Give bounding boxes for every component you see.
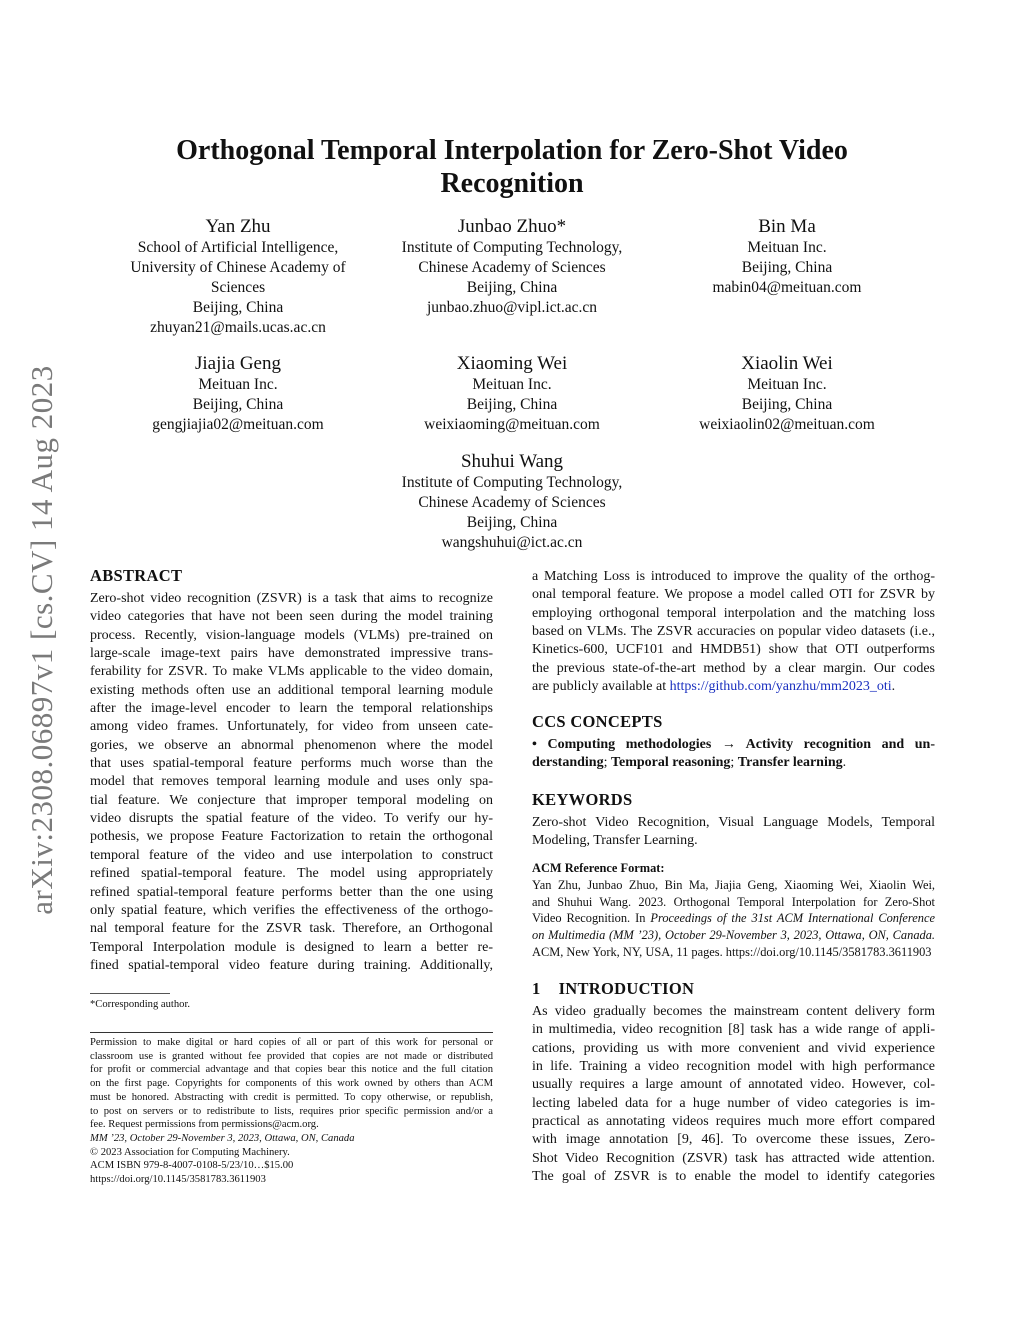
text-line: temporal feature of the video and use interpolation to construct <box>90 847 493 863</box>
acm-reference-section <box>532 860 935 961</box>
permission-block <box>90 1036 493 1187</box>
text-segment: derstanding <box>532 755 604 771</box>
author-affiliation-line: Chinese Academy of Sciences <box>418 259 606 276</box>
text-line: refined spatial-temporal feature. The model using appropriately <box>90 866 493 882</box>
author-block <box>362 451 662 553</box>
introduction-heading <box>532 978 935 1000</box>
text-line: Yan Zhu, Junbao Zhuo, Bin Ma, Jiajia Geng, Xiaoming Wei, Xiaolin Wei, <box>532 877 935 892</box>
text-line: for profit or commercial advantage and that copies bear this notice and the full citation <box>90 1064 493 1076</box>
author-block <box>362 353 662 435</box>
introduction-section <box>532 978 935 1186</box>
ccs-heading: CCS CONCEPTS <box>532 712 663 731</box>
text-line: in life. Training a video recognition model with high performance <box>532 1059 935 1075</box>
arxiv-identifier: arXiv:2308.06897v1 [cs.CV] 14 Aug 2023 <box>24 365 59 915</box>
author-block <box>88 353 388 435</box>
text-line: video disrupts the spatial feature of the video. To verify our hy- <box>90 811 493 827</box>
text-line <box>532 678 935 696</box>
keywords-heading: KEYWORDS <box>532 790 633 809</box>
text-segment: Video Recognition. In <box>532 911 651 926</box>
text-line: only spatial feature, which verifies the effectiveness of the orthogo- <box>90 902 493 918</box>
text-line: based on VLMs. The ZSVR accuracies on popular video datasets (i.e., <box>532 624 935 640</box>
text-segment: Transfer learning <box>737 755 843 771</box>
text-line: tial feature. We conjecture that improper temporal modeling on <box>90 792 493 808</box>
author-name: Xiaoming Wei <box>456 353 568 374</box>
text-segment: Proceedings of the 31st ACM International Conference <box>650 911 935 926</box>
author-name: Shuhui Wang <box>460 451 564 472</box>
author-block <box>88 216 388 338</box>
text-line: classroom use is granted without fee provided that copies are not made or distributed <box>90 1050 493 1062</box>
acm-reference-heading: ACM Reference Format: <box>532 861 665 875</box>
text-line: Zero-shot video recognition (ZSVR) is a task that aims to recognize <box>90 591 493 606</box>
ccs-body <box>532 736 935 773</box>
text-line: to post on servers or to redistribute to lists, requires prior specific permission and/or a <box>90 1105 493 1117</box>
author-affiliation-line: weixiaolin02@meituan.com <box>699 416 875 433</box>
keywords-body <box>532 814 935 851</box>
abstract-continued <box>532 568 935 696</box>
text-line: with image annotation [9, 46]. To overcome these issues, Zero- <box>532 1132 935 1148</box>
author-affiliation-line: Beijing, China <box>741 396 833 413</box>
author-affiliation-line: gengjiajia02@meituan.com <box>152 416 324 433</box>
text-line <box>532 927 935 944</box>
text-line: Shot Video Recognition (ZSVR) task has attracted wide attention. <box>532 1150 935 1166</box>
author-affiliation-line: Meituan Inc. <box>747 376 827 393</box>
author-affiliation-line: Institute of Computing Technology, <box>401 474 623 491</box>
keywords-section <box>532 789 935 851</box>
text-segment: ; <box>730 755 738 771</box>
text-line <box>532 910 935 927</box>
text-line: pothesis, we propose Feature Factorization to retain the orthogonal <box>90 829 493 845</box>
text-line: must be honored. Abstracting with credit is permitted. To copy otherwise, or republish, <box>90 1091 493 1103</box>
author-affiliation-line: wangshuhui@ict.ac.cn <box>441 534 583 551</box>
author-affiliation-line: Beijing, China <box>466 514 558 531</box>
text-line: Modeling, Transfer Learning. <box>532 833 698 849</box>
section-number: 1 <box>532 979 541 998</box>
author-affiliation-line: Beijing, China <box>466 279 558 296</box>
acm-reference-body <box>532 877 935 961</box>
author-affiliation-line: Meituan Inc. <box>198 376 278 393</box>
author-affiliation-line: Beijing, China <box>741 259 833 276</box>
author-name: Bin Ma <box>758 216 816 237</box>
copyright: © 2023 Association for Computing Machinery. <box>90 1146 290 1158</box>
text-line: lecting labeled data for a huge number of video categories is im- <box>532 1095 935 1111</box>
abstract-continued-body <box>532 568 935 696</box>
author-name: Xiaolin Wei <box>741 353 833 374</box>
text-line: nal temporal feature for the ZSVR task. Therefore, an Orthogonal <box>90 921 493 937</box>
permission-rule <box>90 1032 493 1033</box>
abstract-body <box>90 590 493 975</box>
author-affiliation-line: Chinese Academy of Sciences <box>418 494 606 511</box>
title-line: Recognition <box>440 168 584 199</box>
text-line <box>532 736 935 754</box>
code-link[interactable]: https://github.com/yanzhu/mm2023_oti <box>669 679 892 695</box>
text-line: Permission to make digital or hard copies of all or part of this work for personal or <box>90 1037 493 1048</box>
text-line: among video frames. Unfortunately, for video from unseen cate- <box>90 719 493 735</box>
author-affiliation-line: Institute of Computing Technology, <box>401 239 623 256</box>
text-segment: . <box>891 679 896 695</box>
text-segment: are publicly available at <box>532 679 670 695</box>
text-line: and Shuhui Wang. 2023. Orthogonal Temporal Interpolation for Zero-Shot <box>532 894 935 909</box>
text-line: a Matching Loss is introduced to improve the quality of the orthog- <box>532 569 935 584</box>
text-line: cations, providing us with more convenient and vivid experience <box>532 1040 935 1056</box>
author-name: Junbao Zhuo* <box>457 216 567 237</box>
conference-info: MM ’23, October 29-November 3, 2023, Ottawa, ON, Canada <box>90 1132 355 1144</box>
text-line: The goal of ZSVR is to enable the model to identify categories <box>532 1169 935 1185</box>
text-line: employing orthogonal temporal interpolation and the matching loss <box>532 605 935 621</box>
text-line: video categories that have not been seen during the model training <box>90 609 493 625</box>
author-block <box>362 216 662 318</box>
abstract-section <box>90 565 493 975</box>
author-affiliation-line: zhuyan21@mails.ucas.ac.cn <box>150 319 326 336</box>
text-segment: ; <box>603 755 611 771</box>
introduction-body <box>532 1003 935 1186</box>
text-line: process. Recently, vision-language models (VLMs) pre-trained on <box>90 627 493 643</box>
text-line: ferability for ZSVR. To make VLMs applicable to the video domain, <box>90 664 493 680</box>
author-affiliation-line: School of Artificial Intelligence, <box>137 239 339 256</box>
abstract-heading: ABSTRACT <box>90 566 183 585</box>
text-line <box>532 754 935 772</box>
text-line: refined spatial-temporal feature performs better than the one using <box>90 884 493 900</box>
author-affiliation-line: weixiaoming@meituan.com <box>424 416 600 433</box>
text-line: Zero-shot Video Recognition, Visual Language Models, Temporal <box>532 815 935 830</box>
text-line: existing methods often use an additional temporal learning module <box>90 682 493 698</box>
text-segment: . <box>842 755 847 771</box>
doi: https://doi.org/10.1145/3581783.3611903 <box>90 1174 266 1186</box>
text-line: the previous state-of-the-art method by a clear margin. Our codes <box>532 660 935 676</box>
author-affiliation-line: Beijing, China <box>192 396 284 413</box>
text-segment: on Multimedia (MM ’23), October 29-November 3, 2023, Ottawa, ON, Canada. <box>532 928 935 943</box>
text-line: on the first page. Copyrights for components of this work owned by others than ACM <box>90 1078 493 1090</box>
author-affiliation-line: Beijing, China <box>192 299 284 316</box>
author-block <box>637 353 937 435</box>
text-line: fee. Request permissions from permissions@acm.org. <box>90 1119 319 1131</box>
text-line: Kinetics-600, UCF101 and HMDB51) show that OTI outperforms <box>532 642 935 658</box>
text-line: after the image-level encoder to learn the temporal relationships <box>90 701 493 717</box>
text-segment: • Computing methodologies → Activity recognition and un- <box>532 737 935 752</box>
section-title: INTRODUCTION <box>558 979 695 998</box>
author-name: Jiajia Geng <box>194 353 281 374</box>
isbn: ACM ISBN 979-8-4007-0108-5/23/10…$15.00 <box>90 1160 294 1172</box>
text-line: Temporal Interpolation module is designed to learn a better re- <box>90 939 493 955</box>
author-affiliation-line: Sciences <box>210 279 266 296</box>
text-segment: Temporal reasoning <box>610 755 731 771</box>
text-line: practical as annotating videos requires much more effort compared <box>532 1114 935 1130</box>
ccs-section <box>532 711 935 773</box>
text-line: As video gradually becomes the mainstream content delivery form <box>532 1004 935 1019</box>
text-line: fined spatial-temporal video feature during training. Additionally, <box>90 957 493 973</box>
author-affiliation-line: Meituan Inc. <box>472 376 552 393</box>
text-line: onal temporal feature. We propose a model called OTI for ZSVR by <box>532 587 935 603</box>
paper-title <box>0 134 1024 200</box>
author-block <box>637 216 937 298</box>
author-affiliation-line: University of Chinese Academy of <box>130 259 346 276</box>
author-affiliation-line: Beijing, China <box>466 396 558 413</box>
author-affiliation-line: mabin04@meituan.com <box>712 279 862 296</box>
text-line: that uses spatial-temporal feature performs much worse than the <box>90 756 493 772</box>
text-line: large-scale image-text pairs have demonstrated impressive trans- <box>90 646 493 662</box>
text-line: in multimedia, video recognition [8] task has a wide range of appli- <box>532 1022 935 1038</box>
author-affiliation-line: junbao.zhuo@vipl.ict.ac.cn <box>426 299 598 316</box>
text-line: model that removes temporal learning module and uses only spa- <box>90 774 493 790</box>
text-line: ACM, New York, NY, USA, 11 pages. https://doi.org/10.1145/3581783.3611903 <box>532 944 932 959</box>
author-affiliation-line: Meituan Inc. <box>747 239 827 256</box>
footnote: *Corresponding author. <box>90 999 191 1010</box>
author-name: Yan Zhu <box>205 216 271 237</box>
permission-text <box>90 1036 493 1132</box>
text-line: gories, we observe an abnormal phenomenon where the model <box>90 737 493 753</box>
footnote-rule <box>90 993 170 994</box>
text-line: usually requires a large amount of annotated video. However, col- <box>532 1077 935 1093</box>
title-line: Orthogonal Temporal Interpolation for Zero-Shot Video <box>176 135 848 166</box>
